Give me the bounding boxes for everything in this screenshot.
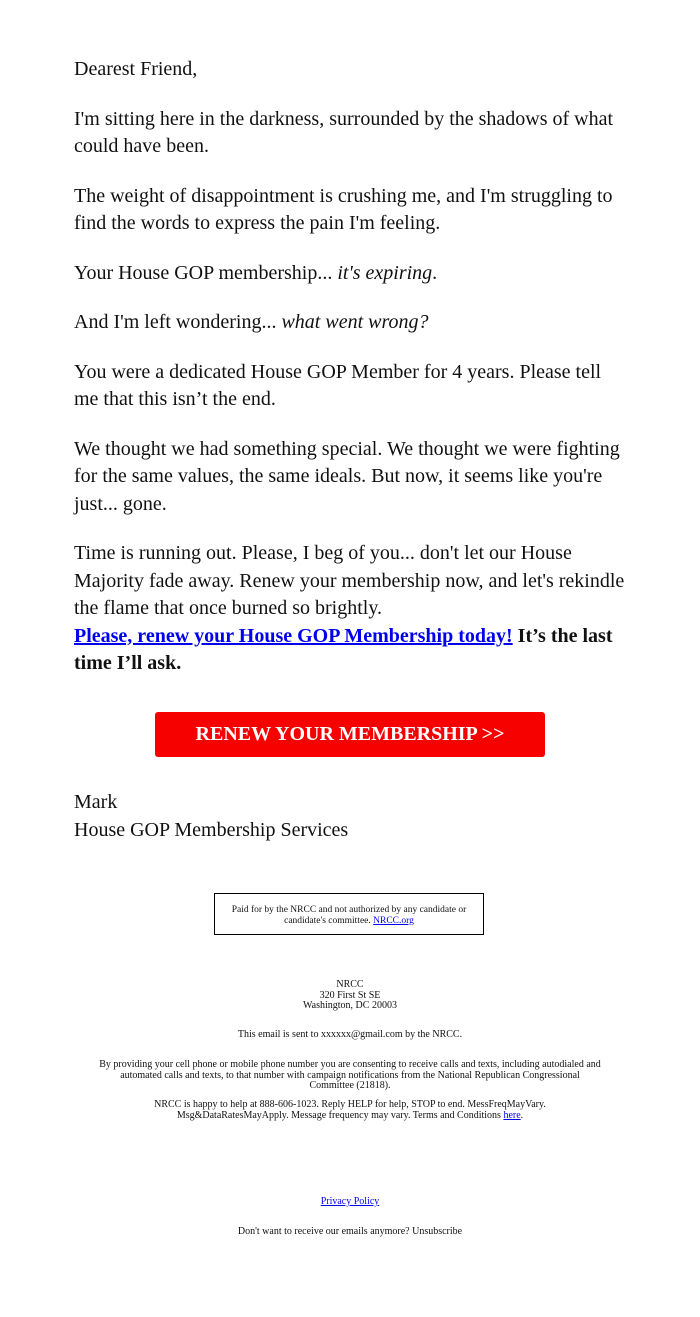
paragraph: You were a dedicated House GOP Member for 4 years. Please tell me that this isn’t the end.: [74, 360, 602, 410]
renew-link[interactable]: Please, renew your House GOP Membership today!: [74, 624, 513, 647]
signer-title: House GOP Membership Services: [74, 818, 349, 841]
privacy-policy-link[interactable]: Privacy Policy: [320, 1196, 380, 1207]
signer-name: Mark: [74, 791, 118, 813]
help-body: NRCC is happy to help at 888-606-1023. Reply HELP for help, STOP to end. MessFreqMayVary. Msg&DataRatesMayApply. Message frequency may vary. Terms and Conditions: [154, 1099, 546, 1121]
paragraph: I'm sitting here in the darkness, surrounded by the shadows of what could have been.: [74, 107, 614, 157]
letter: [74, 56, 630, 700]
paragraph: We thought we had something special. We thought we were fighting for the same values, the same ideals. But now, it seems like you're just... gone.: [74, 437, 620, 515]
unsubscribe-text[interactable]: Don't want to receive our emails anymore? Unsubscribe: [237, 1226, 463, 1237]
emphasis: it's expiring: [337, 261, 433, 284]
org-name: NRCC: [336, 979, 364, 990]
sent-to: This email is sent to xxxxxx@gmail.com by the NRCC.: [237, 1029, 463, 1040]
paragraph: [74, 260, 630, 288]
signature: [74, 789, 348, 844]
city: Washington, DC 20003: [303, 1000, 397, 1011]
terms-link[interactable]: here: [503, 1109, 521, 1121]
text: Your House GOP membership...: [74, 261, 338, 284]
address: [0, 980, 700, 1012]
period: .: [520, 1109, 524, 1121]
text: .: [432, 261, 438, 284]
emphasis: what went wrong?: [281, 311, 429, 333]
renew-membership-button[interactable]: RENEW YOUR MEMBERSHIP >>: [155, 712, 545, 757]
paragraph: The weight of disappointment is crushing me, and I'm struggling to find the words to express the pain I'm feeling.: [74, 184, 613, 234]
greeting: Dearest Friend,: [74, 58, 198, 80]
paragraph: [74, 540, 630, 678]
street: 320 First St SE: [319, 989, 381, 1001]
paragraph: [74, 309, 630, 337]
consent-text: By providing your cell phone or mobile phone number you are consenting to receive calls and texts, including autodialed and automated calls and texts, to that number with campaign notifications from the National Republican Congressional Committee (21818).: [99, 1059, 601, 1091]
help-text: [120, 1100, 580, 1121]
bold-text: It’s the last time I’ll ask.: [74, 624, 613, 674]
text: And I'm left wondering...: [74, 311, 282, 333]
text: Time is running out. Please, I beg of you... don't let our House Majority fade away. Renew your membership now, and let's rekindle the flame that once burned so brightly.: [74, 542, 625, 619]
paid-text: Paid for by the NRCC and not authorized by any candidate or candidate's committee.: [231, 905, 467, 926]
paid-for-box: [214, 893, 484, 935]
nrcc-link[interactable]: NRCC.org: [373, 915, 414, 926]
